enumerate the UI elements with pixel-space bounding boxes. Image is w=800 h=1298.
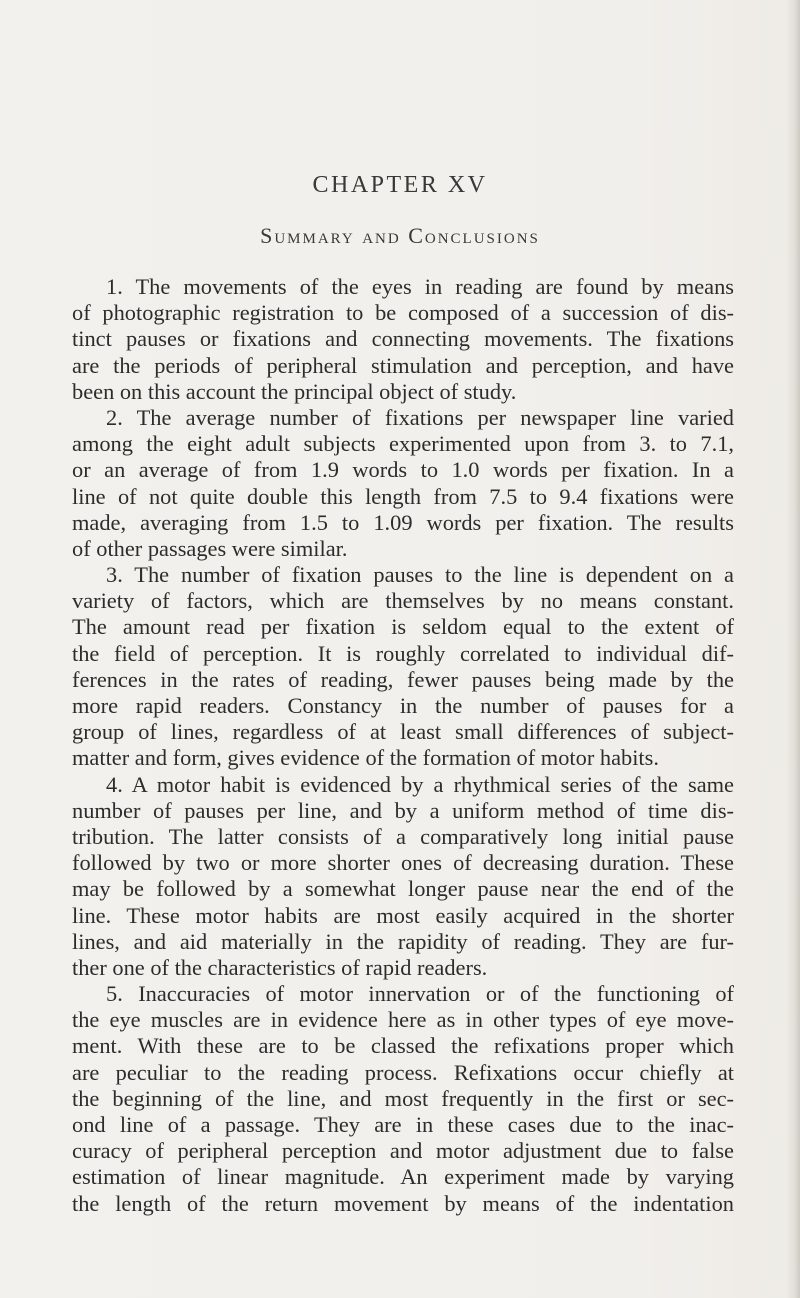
text-line: group of lines, regardless of at least small differences of subject- bbox=[72, 719, 734, 745]
text-line: made, averaging from 1.5 to 1.09 words per fixation. The results bbox=[72, 509, 734, 535]
text-line: may be followed by a somewhat longer pause near the end of the bbox=[72, 876, 734, 902]
text-line: tribution. The latter consists of a comparatively long initial pause bbox=[72, 823, 734, 849]
text-line: of photographic registration to be composed of a succession of dis- bbox=[72, 300, 734, 326]
text-line: of other passages were similar. bbox=[72, 535, 348, 561]
text-line: more rapid readers. Constancy in the number of pauses for a bbox=[72, 693, 734, 718]
paragraph-3 bbox=[72, 562, 734, 772]
text-line: 2. The average number of fixations per newspaper line varied bbox=[106, 404, 734, 430]
chapter-title: CHAPTER XV bbox=[312, 172, 488, 198]
text-line: ther one of the characteristics of rapid readers. bbox=[72, 954, 488, 980]
text-line: followed by two or more shorter ones of decreasing duration. These bbox=[72, 850, 734, 876]
text-line: been on this account the principal object of study. bbox=[72, 378, 517, 404]
paragraph-1 bbox=[72, 274, 734, 405]
text-line: 3. The number of fixation pauses to the line is dependent on a bbox=[106, 562, 734, 588]
text-line: line. These motor habits are most easily acquired in the shorter bbox=[72, 902, 734, 928]
section-title: Summary and Conclusions bbox=[260, 223, 540, 248]
text-line: number of pauses per line, and by a uniform method of time dis- bbox=[72, 797, 734, 823]
text-line: the beginning of the line, and most frequently in the first or sec- bbox=[72, 1085, 734, 1111]
text-line: ment. With these are to be classed the refixations proper which bbox=[72, 1033, 734, 1059]
text-line: are peculiar to the reading process. Refixations occur chiefly at bbox=[72, 1059, 734, 1085]
text-line: 1. The movements of the eyes in reading are found by means bbox=[106, 274, 734, 299]
body-text bbox=[72, 274, 734, 1217]
text-line: matter and form, gives evidence of the formation of motor habits. bbox=[72, 745, 659, 771]
text-line: variety of factors, which are themselves by no means constant. bbox=[72, 588, 734, 614]
text-line: 4. A motor habit is evidenced by a rhythmical series of the same bbox=[106, 771, 734, 797]
text-line: are the periods of peripheral stimulation and perception, and have bbox=[72, 352, 734, 378]
text-line: among the eight adult subjects experimented upon from 3. to 7.1, bbox=[72, 431, 734, 457]
text-line: the length of the return movement by means of the indentation bbox=[72, 1190, 734, 1216]
text-line: ferences in the rates of reading, fewer pauses being made by the bbox=[72, 666, 734, 692]
text-line: lines, and aid materially in the rapidity of reading. They are fur- bbox=[72, 928, 734, 954]
text-line: or an average of from 1.9 words to 1.0 words per fixation. In a bbox=[72, 457, 734, 483]
paragraph-5 bbox=[72, 981, 734, 1217]
text-line: the eye muscles are in evidence here as in other types of eye move- bbox=[72, 1007, 734, 1033]
text-line: The amount read per fixation is seldom equal to the extent of bbox=[72, 614, 734, 640]
text-line: 5. Inaccuracies of motor innervation or of the functioning of bbox=[106, 981, 734, 1007]
text-line: tinct pauses or fixations and connecting movements. The fixations bbox=[72, 326, 734, 352]
paragraph-2 bbox=[72, 405, 734, 562]
text-line: the field of perception. It is roughly correlated to individual dif- bbox=[72, 640, 734, 666]
text-line: estimation of linear magnitude. An experiment made by varying bbox=[72, 1164, 734, 1190]
text-line: line of not quite double this length from 7.5 to 9.4 fixations were bbox=[72, 483, 734, 509]
text-line: curacy of peripheral perception and motor adjustment due to false bbox=[72, 1138, 734, 1164]
paragraph-4 bbox=[72, 772, 734, 982]
text-line: ond line of a passage. They are in these cases due to the inac- bbox=[72, 1112, 734, 1137]
